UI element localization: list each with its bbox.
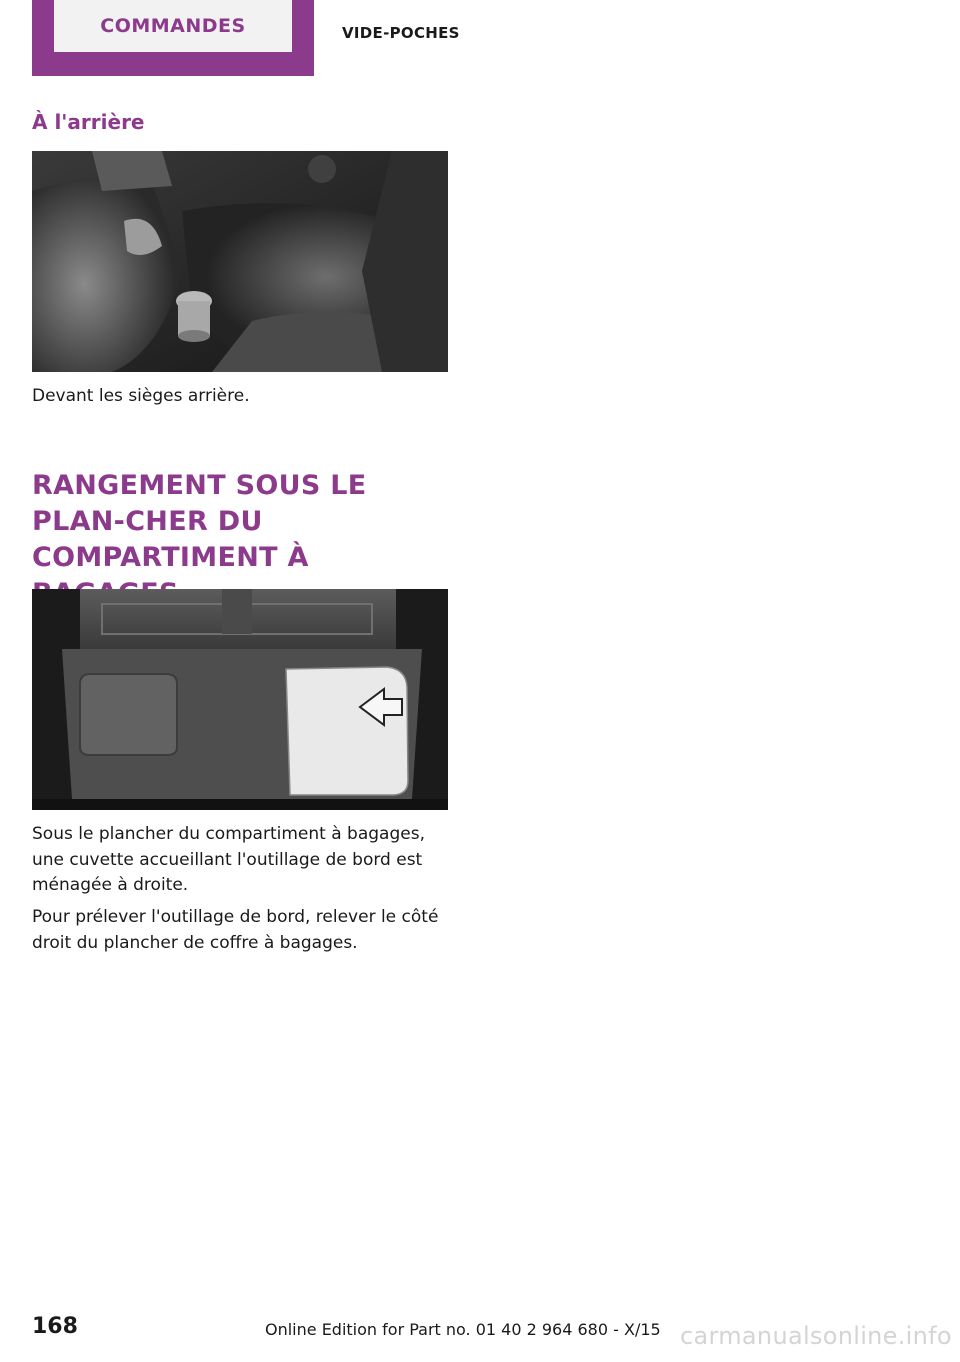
chapter-tab[interactable]: [32, 0, 314, 76]
storage-paragraph-1: Sous le plancher du compartiment à bagages, une cuvette accueillant l'outillage de bord est ménagée à droite.: [32, 824, 425, 895]
watermark: carmanualsonline.info: [680, 1322, 952, 1350]
section-title: RANGEMENT SOUS LE PLAN‐CHER DU COMPARTIMENT À: [32, 470, 367, 573]
section-label: VIDE-POCHES: [342, 24, 460, 42]
edition-note: Online Edition for Part no. 01 40 2 964 680 - X/15: [265, 1320, 661, 1339]
storage-paragraph-2: Pour prélever l'outillage de bord, relever le côté droit du plancher de coffre à bagages.: [32, 907, 439, 953]
rear-subheading: À l'arrière: [32, 110, 145, 134]
rear-seats-image: [32, 151, 448, 372]
trunk-floor-image: [32, 589, 448, 810]
chapter-tab-inner: [54, 0, 292, 52]
chapter-tab-label: COMMANDES: [100, 15, 246, 37]
page-number: 168: [32, 1314, 78, 1339]
rear-caption: Devant les sièges arrière.: [32, 386, 250, 406]
